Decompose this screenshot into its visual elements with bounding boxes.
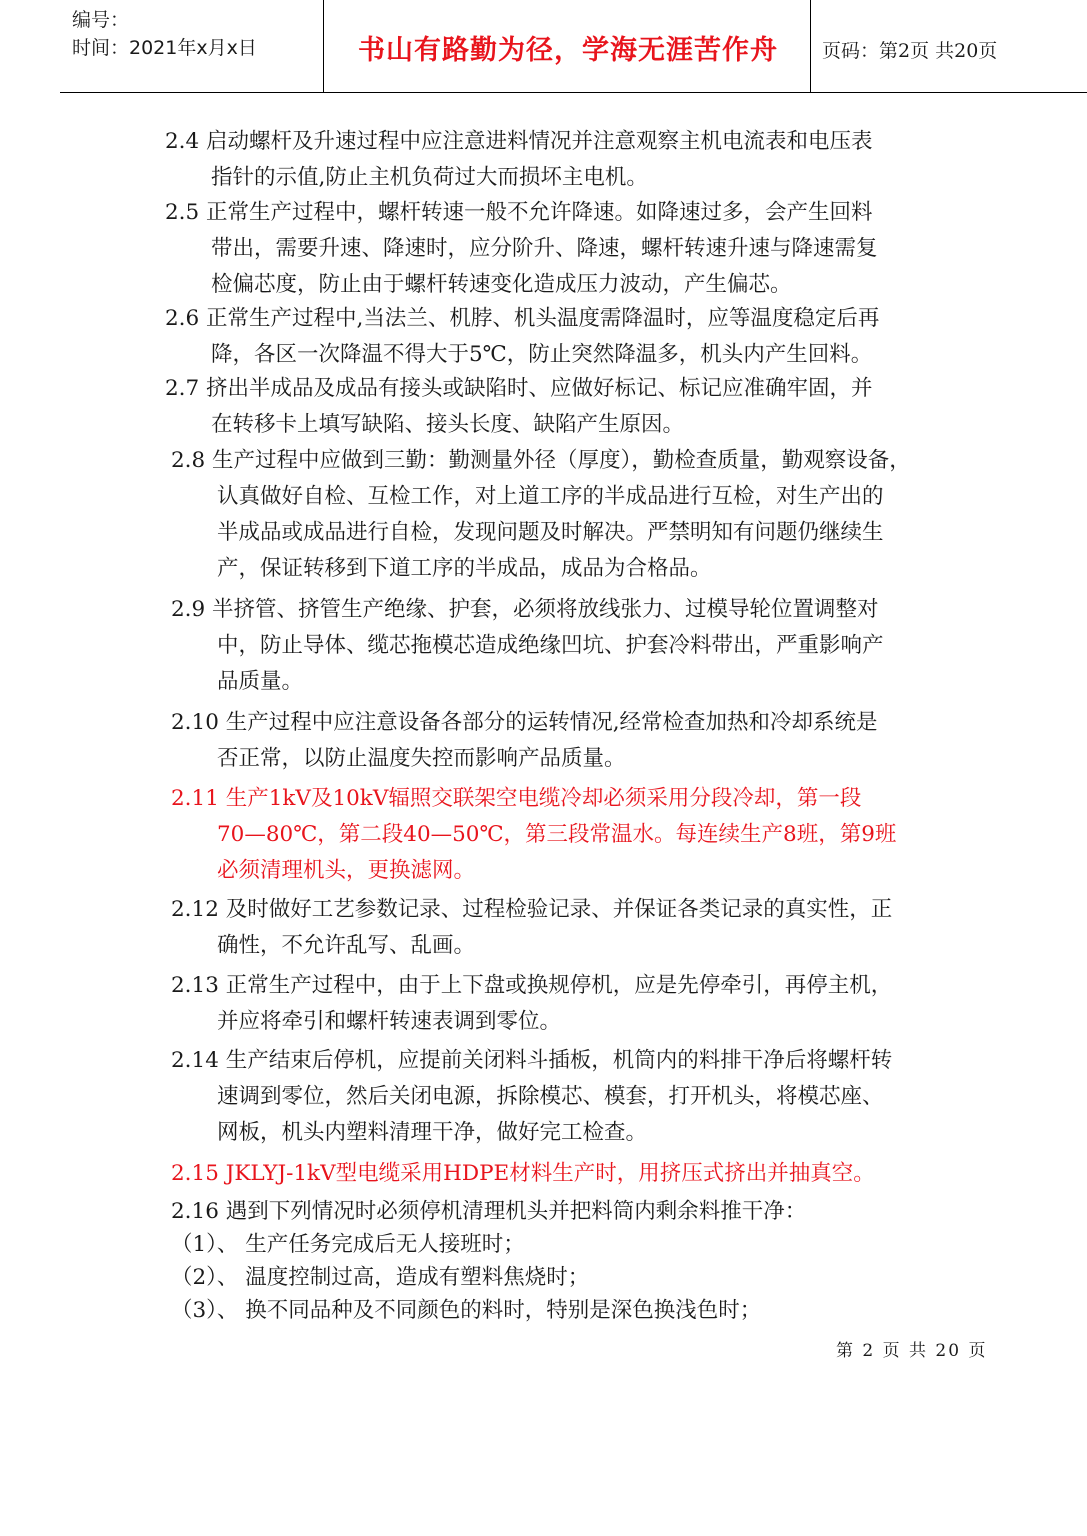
text-line: 检偏芯度，防止由于螺杆转速变化造成压力波动，产生偏芯。: [211, 272, 792, 297]
text-line: 中，防止导体、缆芯拖模芯造成绝缘凹坑、护套冷料带出，严重影响产: [217, 633, 884, 658]
text-line: 2.7 挤出半成品及成品有接头或缺陷时、应做好标记、标记应准确牢固，并: [165, 376, 873, 401]
text-line: 必须清理机头，更换滤网。: [217, 858, 476, 883]
header-divider: [810, 0, 811, 92]
text-line: 认真做好自检、互检工作，对上道工序的半成品进行互检，对生产出的: [217, 484, 884, 509]
text-line: 2.13 正常生产过程中，由于上下盘或换规停机，应是先停牵引，再停主机，: [171, 973, 893, 998]
text-line: 在转移卡上填写缺陷、接头长度、缺陷产生原因。: [211, 412, 685, 437]
text-line: 降，各区一次降温不得大于5℃，防止突然降温多，机头内产生回料。: [211, 342, 873, 367]
text-line: 网板，机头内塑料清理干净，做好完工检查。: [217, 1120, 648, 1145]
text-line: 2.8 生产过程中应做到三勤：勤测量外径（厚度），勤检查质量，勤观察设备，: [171, 448, 911, 473]
text-line: 并应将牵引和螺杆转速表调到零位。: [217, 1009, 562, 1034]
text-line: 产，保证转移到下道工序的半成品，成品为合格品。: [217, 556, 712, 581]
text-line: （3）、 换不同品种及不同颜色的料时，特别是深色换浅色时；: [171, 1298, 762, 1323]
clause-2-8: [171, 443, 911, 587]
page-footer-number: 第 2 页 共 20 页: [836, 1341, 988, 1361]
text-line: 指针的示值,防止主机负荷过大而损坏主电机。: [211, 165, 648, 190]
page-header: [0, 0, 1087, 94]
clause-2-5: [165, 195, 878, 303]
text-line: 2.11 生产1kV及10kV辐照交联架空电缆冷却必须采用分段冷却，第一段: [171, 786, 862, 811]
text-line: 半成品或成品进行自检，发现问题及时解决。严禁明知有问题仍继续生: [217, 520, 884, 545]
text-line: 速调到零位，然后关闭电源，拆除模芯、模套，打开机头，将模芯座、: [217, 1084, 884, 1109]
clause-2-15-highlighted: [171, 1156, 875, 1192]
text-line: 2.16 遇到下列情况时必须停机清理机头并把料筒内剩余料推干净：: [171, 1199, 807, 1224]
text-line: 2.5 正常生产过程中，螺杆转速一般不允许降速。如降速过多，会产生回料: [165, 200, 873, 225]
clause-2-10: [171, 705, 878, 777]
clause-2-9: [171, 592, 884, 700]
text-line: 带出，需要升速、降速时，应分阶升、降速，螺杆转速升速与降速需复: [211, 236, 878, 261]
header-motto: 书山有路勤为径，学海无涯苦作舟: [358, 35, 778, 66]
clause-2-7: [165, 371, 873, 443]
text-line: 确性，不允许乱写、乱画。: [217, 933, 476, 958]
text-line: 70—80℃，第二段40—50℃，第三段常温水。每连续生产8班，第9班: [217, 822, 897, 847]
header-divider: [323, 0, 324, 92]
clause-2-14: [171, 1043, 892, 1151]
text-line: 2.4 启动螺杆及升速过程中应注意进料情况并注意观察主机电流表和电压表: [165, 129, 873, 154]
text-line: 2.14 生产结束后停机，应提前关闭料斗插板，机筒内的料排干净后将螺杆转: [171, 1048, 893, 1073]
header-page-number: 页码：第2页 共20页: [822, 40, 998, 62]
text-line: 品质量。: [217, 669, 304, 694]
text-line: 2.10 生产过程中应注意设备各部分的运转情况,经常检查加热和冷却系统是: [171, 710, 878, 735]
text-line: 2.9 半挤管、挤管生产绝缘、护套，必须将放线张力、过模导轮位置调整对: [171, 597, 879, 622]
clause-2-11-highlighted: [171, 781, 896, 889]
text-line: 否正常，以防止温度失控而影响产品质量。: [217, 746, 626, 771]
clause-2-6: [165, 301, 879, 373]
clause-2-13: [171, 968, 892, 1040]
clause-2-4: [165, 124, 873, 196]
header-rule: [60, 92, 1087, 93]
document-date: 时间：2021年x月x日: [72, 37, 257, 59]
header-meta: [72, 6, 320, 62]
text-line: （1）、 生产任务完成后无人接班时；: [171, 1232, 525, 1257]
text-line: 2.6 正常生产过程中,当法兰、机脖、机头温度需降温时，应等温度稳定后再: [165, 306, 880, 331]
clause-2-16: [171, 1194, 806, 1230]
list-item-2: [171, 1260, 589, 1296]
list-item-3: [171, 1293, 761, 1329]
text-line: （2）、 温度控制过高，造成有塑料焦烧时；: [171, 1265, 590, 1290]
document-number-label: 编号：: [72, 9, 130, 31]
text-line: 2.12 及时做好工艺参数记录、过程检验记录、并保证各类记录的真实性，正: [171, 897, 893, 922]
list-item-1: [171, 1227, 525, 1263]
text-line: 2.15 JKLYJ-1kV型电缆采用HDPE材料生产时，用挤压式挤出并抽真空。: [171, 1161, 875, 1186]
clause-2-12: [171, 892, 892, 964]
